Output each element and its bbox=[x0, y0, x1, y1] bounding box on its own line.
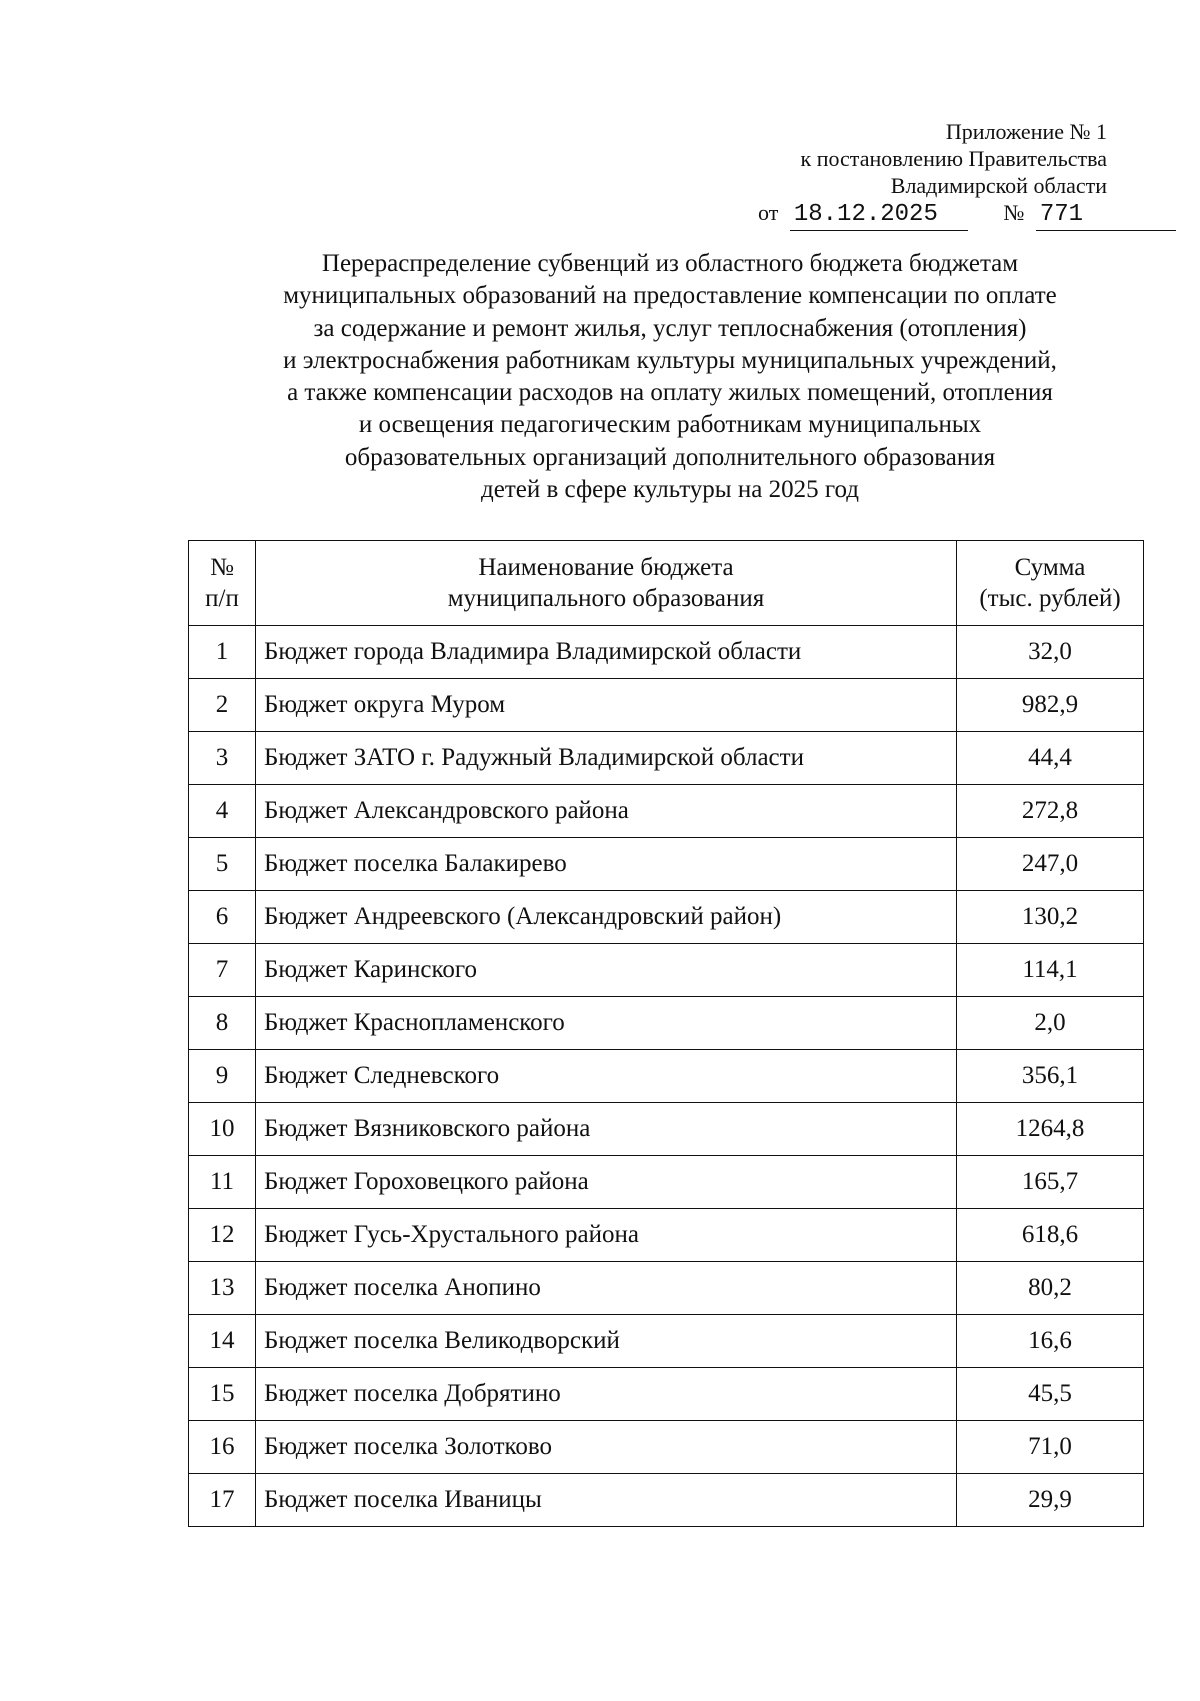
table-row bbox=[189, 1262, 1144, 1315]
header-sum bbox=[957, 541, 1144, 626]
header-name-line2: муниципального образования bbox=[447, 585, 765, 612]
amount-cell: 272,8 bbox=[957, 785, 1144, 838]
budget-name-cell: Бюджет Каринского bbox=[256, 944, 957, 997]
table-row bbox=[189, 785, 1144, 838]
header-sum-line1: Сумма bbox=[1014, 554, 1086, 581]
budget-name-cell: Бюджет Следневского bbox=[256, 1050, 957, 1103]
row-number-cell: 15 bbox=[189, 1368, 256, 1421]
row-number-cell: 6 bbox=[189, 891, 256, 944]
amount-cell: 1264,8 bbox=[957, 1103, 1144, 1156]
budget-name-cell: Бюджет Александровского района bbox=[256, 785, 957, 838]
row-number-cell: 13 bbox=[189, 1262, 256, 1315]
amount-cell: 2,0 bbox=[957, 997, 1144, 1050]
row-number-cell: 11 bbox=[189, 1156, 256, 1209]
row-number-cell: 8 bbox=[189, 997, 256, 1050]
budget-name-cell: Бюджет города Владимира Владимирской области bbox=[256, 626, 957, 679]
amount-cell: 165,7 bbox=[957, 1156, 1144, 1209]
table-header-row bbox=[189, 541, 1144, 626]
table-row bbox=[189, 1421, 1144, 1474]
row-number-cell: 10 bbox=[189, 1103, 256, 1156]
table-row bbox=[189, 1156, 1144, 1209]
row-number-cell: 17 bbox=[189, 1474, 256, 1527]
row-number-cell: 7 bbox=[189, 944, 256, 997]
amount-cell: 16,6 bbox=[957, 1315, 1144, 1368]
amount-cell: 130,2 bbox=[957, 891, 1144, 944]
title-line: образовательных организаций дополнительного образования bbox=[344, 443, 996, 471]
row-number-cell: 14 bbox=[189, 1315, 256, 1368]
title-line: Перераспределение субвенций из областного бюджета бюджетам bbox=[321, 250, 1019, 277]
budget-name-cell: Бюджет Андреевского (Александровский район) bbox=[256, 891, 957, 944]
number-value: 771 bbox=[1036, 200, 1176, 231]
table-row bbox=[189, 1368, 1144, 1421]
row-number-cell: 4 bbox=[189, 785, 256, 838]
registration-line bbox=[758, 198, 1148, 231]
title-line: а также компенсации расходов на оплату жилых помещений, отопления bbox=[287, 379, 1053, 407]
row-number-cell: 12 bbox=[189, 1209, 256, 1262]
amount-cell: 71,0 bbox=[957, 1421, 1144, 1474]
budget-name-cell: Бюджет поселка Анопино bbox=[256, 1262, 957, 1315]
title-line: и освещения педагогическим работникам муниципальных bbox=[358, 411, 982, 439]
row-number-cell: 1 bbox=[189, 626, 256, 679]
budget-name-cell: Бюджет Краснопламенского bbox=[256, 997, 957, 1050]
table-row bbox=[189, 1315, 1144, 1368]
table-row bbox=[189, 838, 1144, 891]
amount-cell: 80,2 bbox=[957, 1262, 1144, 1315]
header-name-line1: Наименование бюджета bbox=[478, 554, 734, 581]
header-num-line1: № bbox=[210, 554, 234, 581]
table-row bbox=[189, 1050, 1144, 1103]
title-line: и электроснабжения работникам культуры муниципальных учреждений, bbox=[283, 346, 1057, 374]
header-name bbox=[256, 541, 957, 626]
amount-cell: 45,5 bbox=[957, 1368, 1144, 1421]
appendix-line: Владимирской области bbox=[890, 173, 1107, 198]
amount-cell: 247,0 bbox=[957, 838, 1144, 891]
table-body bbox=[189, 626, 1144, 1527]
budget-name-cell: Бюджет Вязниковского района bbox=[256, 1103, 957, 1156]
amount-cell: 32,0 bbox=[957, 626, 1144, 679]
table-row bbox=[189, 679, 1144, 732]
row-number-cell: 9 bbox=[189, 1050, 256, 1103]
number-label: № bbox=[1003, 200, 1025, 225]
budget-name-cell: Бюджет поселка Балакирево bbox=[256, 838, 957, 891]
budget-name-cell: Бюджет округа Муром bbox=[256, 679, 957, 732]
appendix-line: к постановлению Правительства bbox=[800, 146, 1107, 171]
title-line: детей в сфере культуры на 2025 год bbox=[481, 476, 859, 504]
row-number-cell: 2 bbox=[189, 679, 256, 732]
table-row bbox=[189, 732, 1144, 785]
budget-name-cell: Бюджет ЗАТО г. Радужный Владимирской области bbox=[256, 732, 957, 785]
budget-table bbox=[188, 540, 1144, 1527]
amount-cell: 29,9 bbox=[957, 1474, 1144, 1527]
table-row bbox=[189, 1209, 1144, 1262]
budget-name-cell: Бюджет Гороховецкого района bbox=[256, 1156, 957, 1209]
table-row bbox=[189, 891, 1144, 944]
budget-name-cell: Бюджет поселка Добрятино bbox=[256, 1368, 957, 1421]
budget-name-cell: Бюджет поселка Золотково bbox=[256, 1421, 957, 1474]
table-row bbox=[189, 997, 1144, 1050]
amount-cell: 114,1 bbox=[957, 944, 1144, 997]
header-num bbox=[189, 541, 256, 626]
document-title bbox=[200, 248, 1140, 506]
row-number-cell: 16 bbox=[189, 1421, 256, 1474]
date-label: от bbox=[758, 200, 779, 225]
budget-name-cell: Бюджет Гусь-Хрустального района bbox=[256, 1209, 957, 1262]
budget-name-cell: Бюджет поселка Великодворский bbox=[256, 1315, 957, 1368]
amount-cell: 982,9 bbox=[957, 679, 1144, 732]
budget-name-cell: Бюджет поселка Иваницы bbox=[256, 1474, 957, 1527]
table-row bbox=[189, 1474, 1144, 1527]
row-number-cell: 5 bbox=[189, 838, 256, 891]
date-value: 18.12.2025 bbox=[790, 200, 968, 231]
title-line: муниципальных образований на предоставление компенсации по оплате bbox=[283, 282, 1057, 310]
title-line: за содержание и ремонт жилья, услуг теплоснабжения (отопления) bbox=[313, 314, 1027, 342]
table-row bbox=[189, 626, 1144, 679]
table-row bbox=[189, 944, 1144, 997]
header-sum-line2: (тыс. рублей) bbox=[979, 585, 1121, 612]
appendix-line: Приложение № 1 bbox=[945, 119, 1107, 144]
table-row bbox=[189, 1103, 1144, 1156]
header-num-line2: п/п bbox=[205, 585, 239, 612]
appendix-block bbox=[687, 118, 1107, 199]
amount-cell: 44,4 bbox=[957, 732, 1144, 785]
row-number-cell: 3 bbox=[189, 732, 256, 785]
amount-cell: 356,1 bbox=[957, 1050, 1144, 1103]
amount-cell: 618,6 bbox=[957, 1209, 1144, 1262]
